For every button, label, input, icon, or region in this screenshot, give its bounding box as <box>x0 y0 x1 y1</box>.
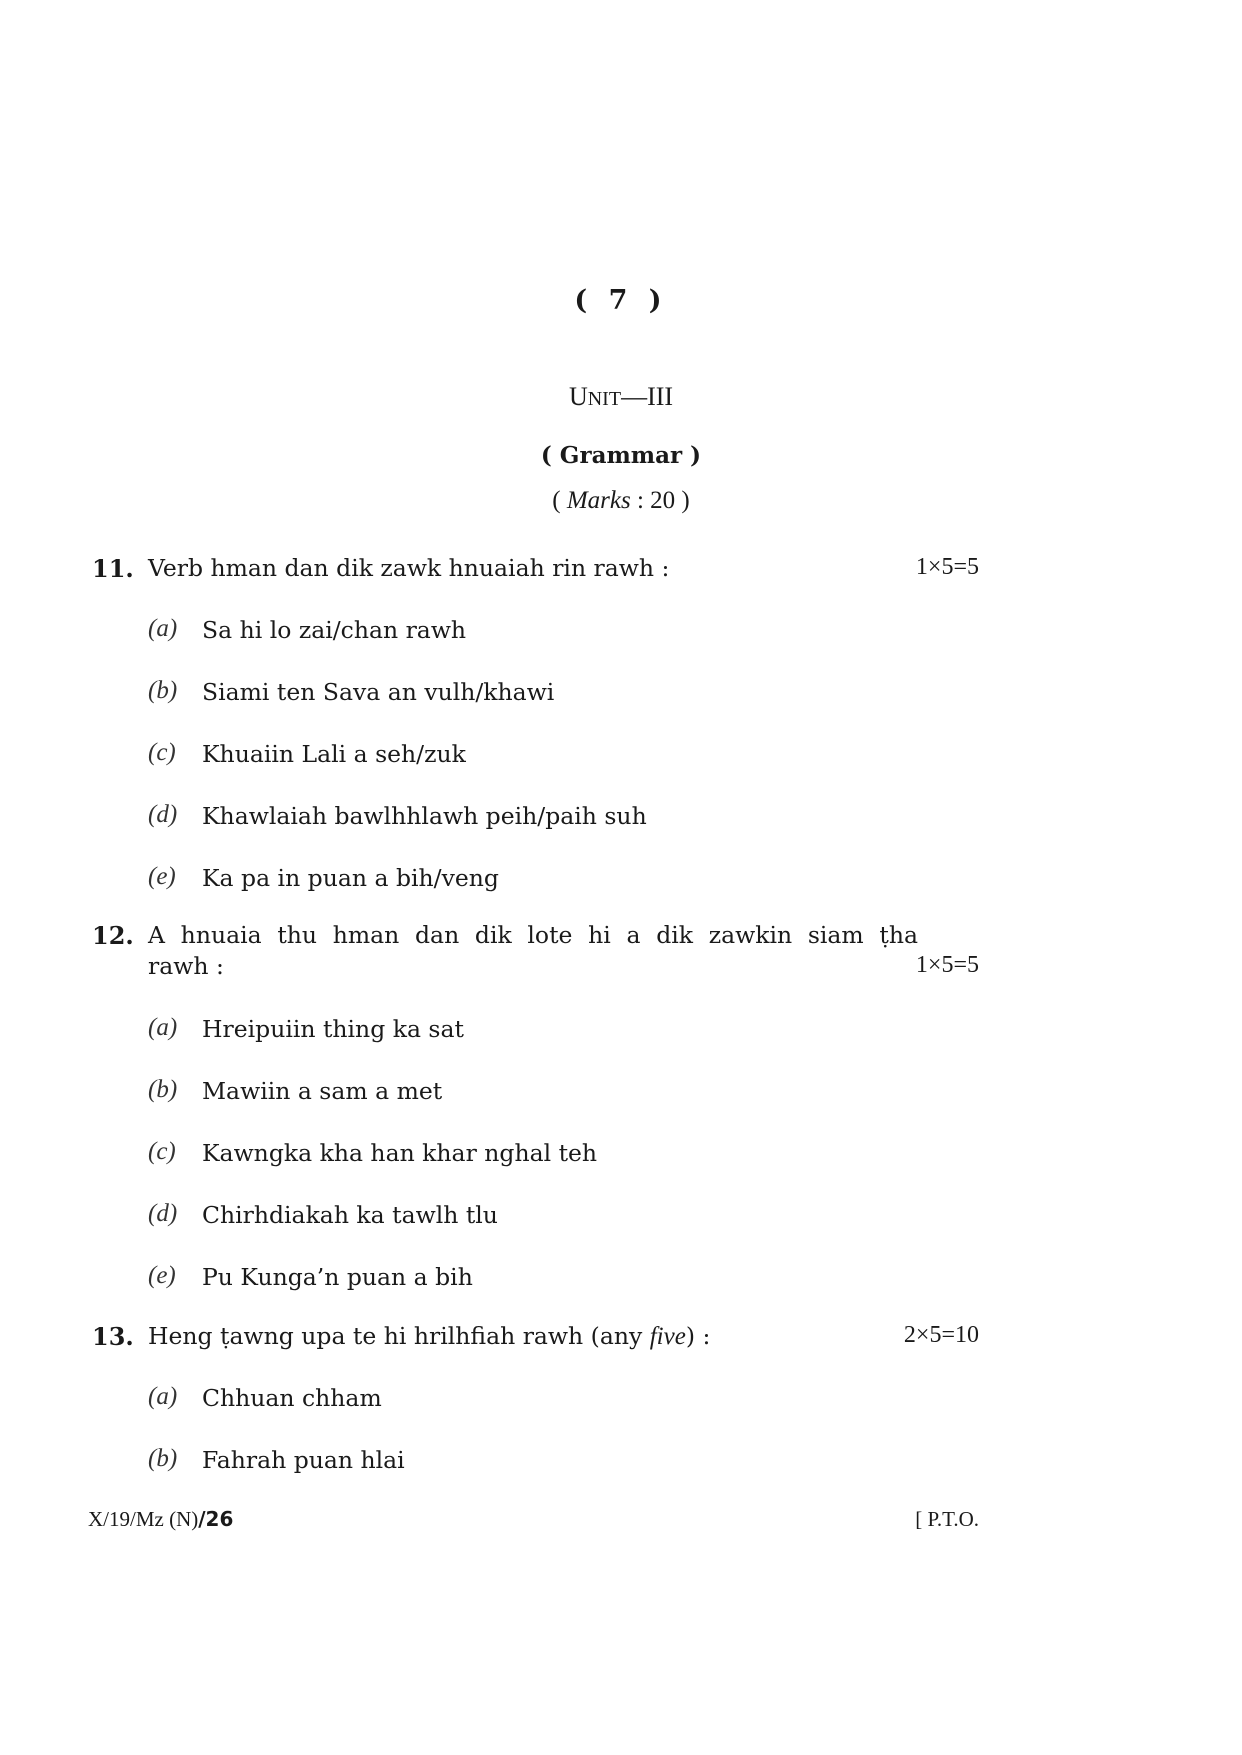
item-letter: (b) <box>148 1076 178 1103</box>
item-letter: (d) <box>148 1200 178 1227</box>
item-text: Mawiin a sam a met <box>202 1077 443 1105</box>
item-letter: (b) <box>148 677 178 704</box>
question-marks: 2×5=10 <box>903 1322 979 1348</box>
pto-note: [ P.T.O. <box>915 1507 979 1531</box>
item-letter: (b) <box>148 1445 178 1472</box>
question-number: 13. <box>92 1322 134 1351</box>
item-letter: (a) <box>148 615 178 642</box>
section-marks: ( Marks : 20 ) <box>552 487 690 514</box>
item-text: Ka pa in puan a bih/veng <box>202 864 499 892</box>
item-letter: (c) <box>148 1138 176 1165</box>
item-letter: (e) <box>148 1262 176 1289</box>
item-text: Hreipuiin thing ka sat <box>202 1015 464 1043</box>
item-text: Siami ten Sava an vulh/khawi <box>202 678 555 706</box>
item-text: Chhuan chham <box>202 1384 382 1412</box>
question-text: Verb hman dan dik zawk hnuaiah rin rawh : <box>148 554 670 582</box>
item-text: Khuaiin Lali a seh/zuk <box>202 740 466 768</box>
item-letter: (e) <box>148 863 176 890</box>
item-text: Kawngka kha han khar nghal teh <box>202 1139 598 1167</box>
section-title: ( Grammar ) <box>540 442 702 469</box>
question-marks: 1×5=5 <box>915 952 979 978</box>
item-text: Khawlaiah bawlhhlawh peih/paih suh <box>202 802 647 830</box>
item-text: Sa hi lo zai/chan rawh <box>202 616 467 644</box>
question-number: 12. <box>92 921 134 950</box>
item-letter: (a) <box>148 1383 178 1410</box>
question-text-line2: rawh : <box>148 952 224 980</box>
item-letter: (c) <box>148 739 176 766</box>
unit-heading: UNIT—III <box>568 382 674 411</box>
item-text: Pu Kunga’n puan a bih <box>202 1263 473 1291</box>
question-text-line1: A hnuaia thu hman dan dik lote hi a dik zawkin siam ṭha <box>148 921 918 949</box>
page-number: ( 7 ) <box>574 285 668 316</box>
item-letter: (d) <box>148 801 178 828</box>
item-text: Fahrah puan hlai <box>202 1446 405 1474</box>
item-letter: (a) <box>148 1014 178 1041</box>
paper-code: X/19/Mz (N)/26 <box>88 1507 234 1531</box>
question-text: Heng ṭawng upa te hi hrilhfiah rawh (any five) : <box>148 1322 711 1350</box>
question-marks: 1×5=5 <box>915 554 979 580</box>
question-number: 11. <box>92 554 134 583</box>
item-text: Chirhdiakah ka tawlh tlu <box>202 1201 498 1229</box>
